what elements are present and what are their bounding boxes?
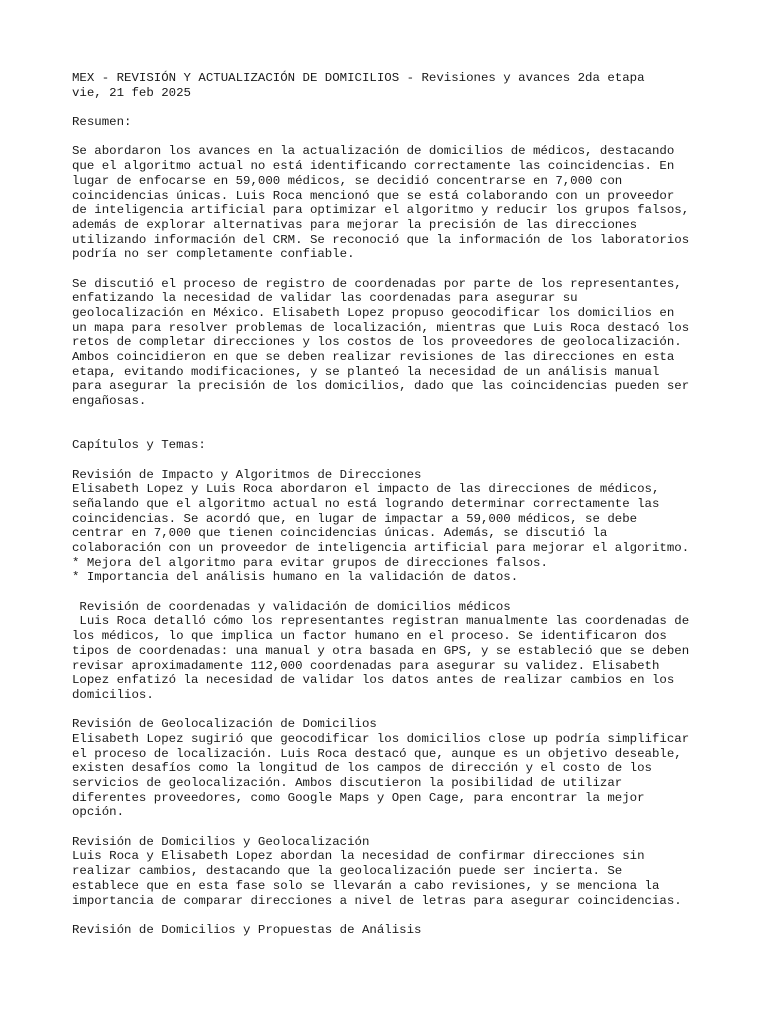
- text-line: engañosas.: [72, 394, 147, 409]
- chapter-section-1: [72, 468, 732, 586]
- text-line: retos de completar direcciones y los costos de los proveedores de geolocalización.: [72, 335, 682, 350]
- text-line: etapa, evitando modificaciones, y se planteó la necesidad de un análisis manual: [72, 364, 660, 379]
- text-line: Elisabeth Lopez y Luis Roca abordaron el impacto de las direcciones de médicos,: [72, 482, 660, 497]
- text-line: Elisabeth Lopez sugirió que geocodificar los domicilios close up podría simplificar: [72, 731, 690, 746]
- bullet-item: * Importancia del análisis humano en la validación de datos.: [72, 570, 519, 585]
- document-date: vie, 21 feb 2025: [72, 85, 191, 100]
- chapter-section-5: [72, 923, 732, 938]
- text-line: para asegurar la precisión de los domicilios, dado que las coincidencias pueden ser: [72, 379, 690, 394]
- text-line: el proceso de localización. Luis Roca destacó que, aunque es un objetivo deseable,: [72, 746, 682, 761]
- text-line: de inteligencia artificial para optimizar el algoritmo y reducir los grupos falsos,: [72, 203, 690, 218]
- text-line: además de explorar alternativas para mejorar la precisión de las direcciones: [72, 217, 638, 232]
- spacer: [72, 585, 732, 600]
- spacer: [72, 130, 732, 145]
- text-line: colaboración con un proveedor de inteligencia artificial para mejorar el algoritmo.: [72, 541, 690, 555]
- text-line: que el algoritmo actual no está identificando correctamente las coincidencias. En: [72, 159, 675, 174]
- text-line: geolocalización en México. Elisabeth Lopez propuso geocodificar los domicilios en: [72, 306, 675, 320]
- summary-paragraph-1: [72, 144, 732, 262]
- text-line: diferentes proveedores, como Google Maps y Open Cage, para encontrar la mejor: [72, 790, 645, 805]
- section-title: Revisión de Domicilios y Geolocalización: [72, 834, 370, 849]
- section-title: Revisión de Impacto y Algoritmos de Direcciones: [72, 467, 422, 482]
- chapters-heading: Capítulos y Temas:: [72, 438, 206, 453]
- text-line: opción.: [72, 805, 125, 820]
- text-line: podría no ser completamente confiable.: [72, 247, 355, 262]
- chapter-section-3: [72, 717, 732, 820]
- section-title: Revisión de coordenadas y validación de domicilios médicos: [72, 599, 511, 614]
- text-line: coincidencias. Se acordó que, en lugar de impactar a 59,000 médicos, se debe: [72, 511, 638, 526]
- text-line: enfatizando la necesidad de validar las coordenadas para asegurar su: [72, 291, 578, 306]
- bullet-item: * Mejora del algoritmo para evitar grupos de direcciones falsos.: [72, 555, 548, 570]
- text-line: coincidencias únicas. Luis Roca mencionó que se está colaborando con un proveedor: [72, 188, 675, 203]
- spacer: [72, 908, 732, 923]
- document-title: MEX - REVISIÓN Y ACTUALIZACIÓN DE DOMICILIOS - Revisiones y avances 2da etapa: [72, 71, 645, 85]
- spacer: [72, 703, 732, 718]
- text-line: centrar en 7,000 que tienen coincidencias únicas. Además, se discutió la: [72, 526, 608, 541]
- section-title: Revisión de Geolocalización de Domicilios: [72, 717, 377, 732]
- text-line: un mapa para resolver problemas de localización, mientras que Luis Roca destacó los: [72, 320, 690, 335]
- text-line: los médicos, lo que implica un factor humano en el proceso. Se identificaron dos: [72, 629, 667, 644]
- section-title: Revisión de Domicilios y Propuestas de Análisis: [72, 922, 422, 937]
- text-line: Se abordaron los avances en la actualización de domicilios de médicos, destacando: [72, 144, 675, 159]
- text-line: Se discutió el proceso de registro de coordenadas por parte de los representantes,: [72, 276, 682, 291]
- text-line: Luis Roca y Elisabeth Lopez abordan la necesidad de confirmar direcciones sin: [72, 849, 645, 864]
- document-page: [72, 71, 732, 938]
- text-line: existen desafíos como la longitud de los campos de dirección y el costo de los: [72, 761, 652, 776]
- text-line: Luis Roca detalló cómo los representantes registran manualmente las coordenadas de: [72, 614, 690, 629]
- spacer: [72, 820, 732, 835]
- text-line: señalando que el algoritmo actual no está logrando determinar correctamente las: [72, 496, 660, 511]
- spacer: [72, 424, 732, 439]
- text-line: importancia de comparar direcciones a nivel de letras para asegurar coincidencias.: [72, 893, 682, 908]
- text-line: tipos de coordenadas: una manual y otra basada en GPS, y se estableció que se deben: [72, 643, 690, 658]
- text-line: utilizando información del CRM. Se reconoció que la información de los laboratorios: [72, 232, 690, 247]
- text-line: establece que en esta fase solo se llevarán a cabo revisiones, y se menciona la: [72, 878, 660, 893]
- spacer: [72, 100, 732, 115]
- chapter-section-2: [72, 600, 732, 703]
- text-line: servicios de geolocalización. Ambos discutieron la posibilidad de utilizar: [72, 776, 623, 790]
- chapter-section-4: [72, 835, 732, 908]
- summary-paragraph-2: [72, 277, 732, 409]
- spacer: [72, 409, 732, 424]
- text-line: domicilios.: [72, 687, 154, 702]
- text-line: Ambos coincidieron en que se deben realizar revisiones de las direcciones en esta: [72, 350, 675, 365]
- spacer: [72, 453, 732, 468]
- text-line: revisar aproximadamente 112,000 coordenadas para asegurar su validez. Elisabeth: [72, 658, 660, 673]
- summary-heading: Resumen:: [72, 115, 132, 130]
- text-line: realizar cambios, destacando que la geolocalización puede ser incierta. Se: [72, 864, 623, 879]
- text-line: lugar de enfocarse en 59,000 médicos, se decidió concentrarse en 7,000 con: [72, 173, 623, 188]
- text-line: Lopez enfatizó la necesidad de validar los datos antes de realizar cambios en los: [72, 673, 675, 688]
- spacer: [72, 262, 732, 277]
